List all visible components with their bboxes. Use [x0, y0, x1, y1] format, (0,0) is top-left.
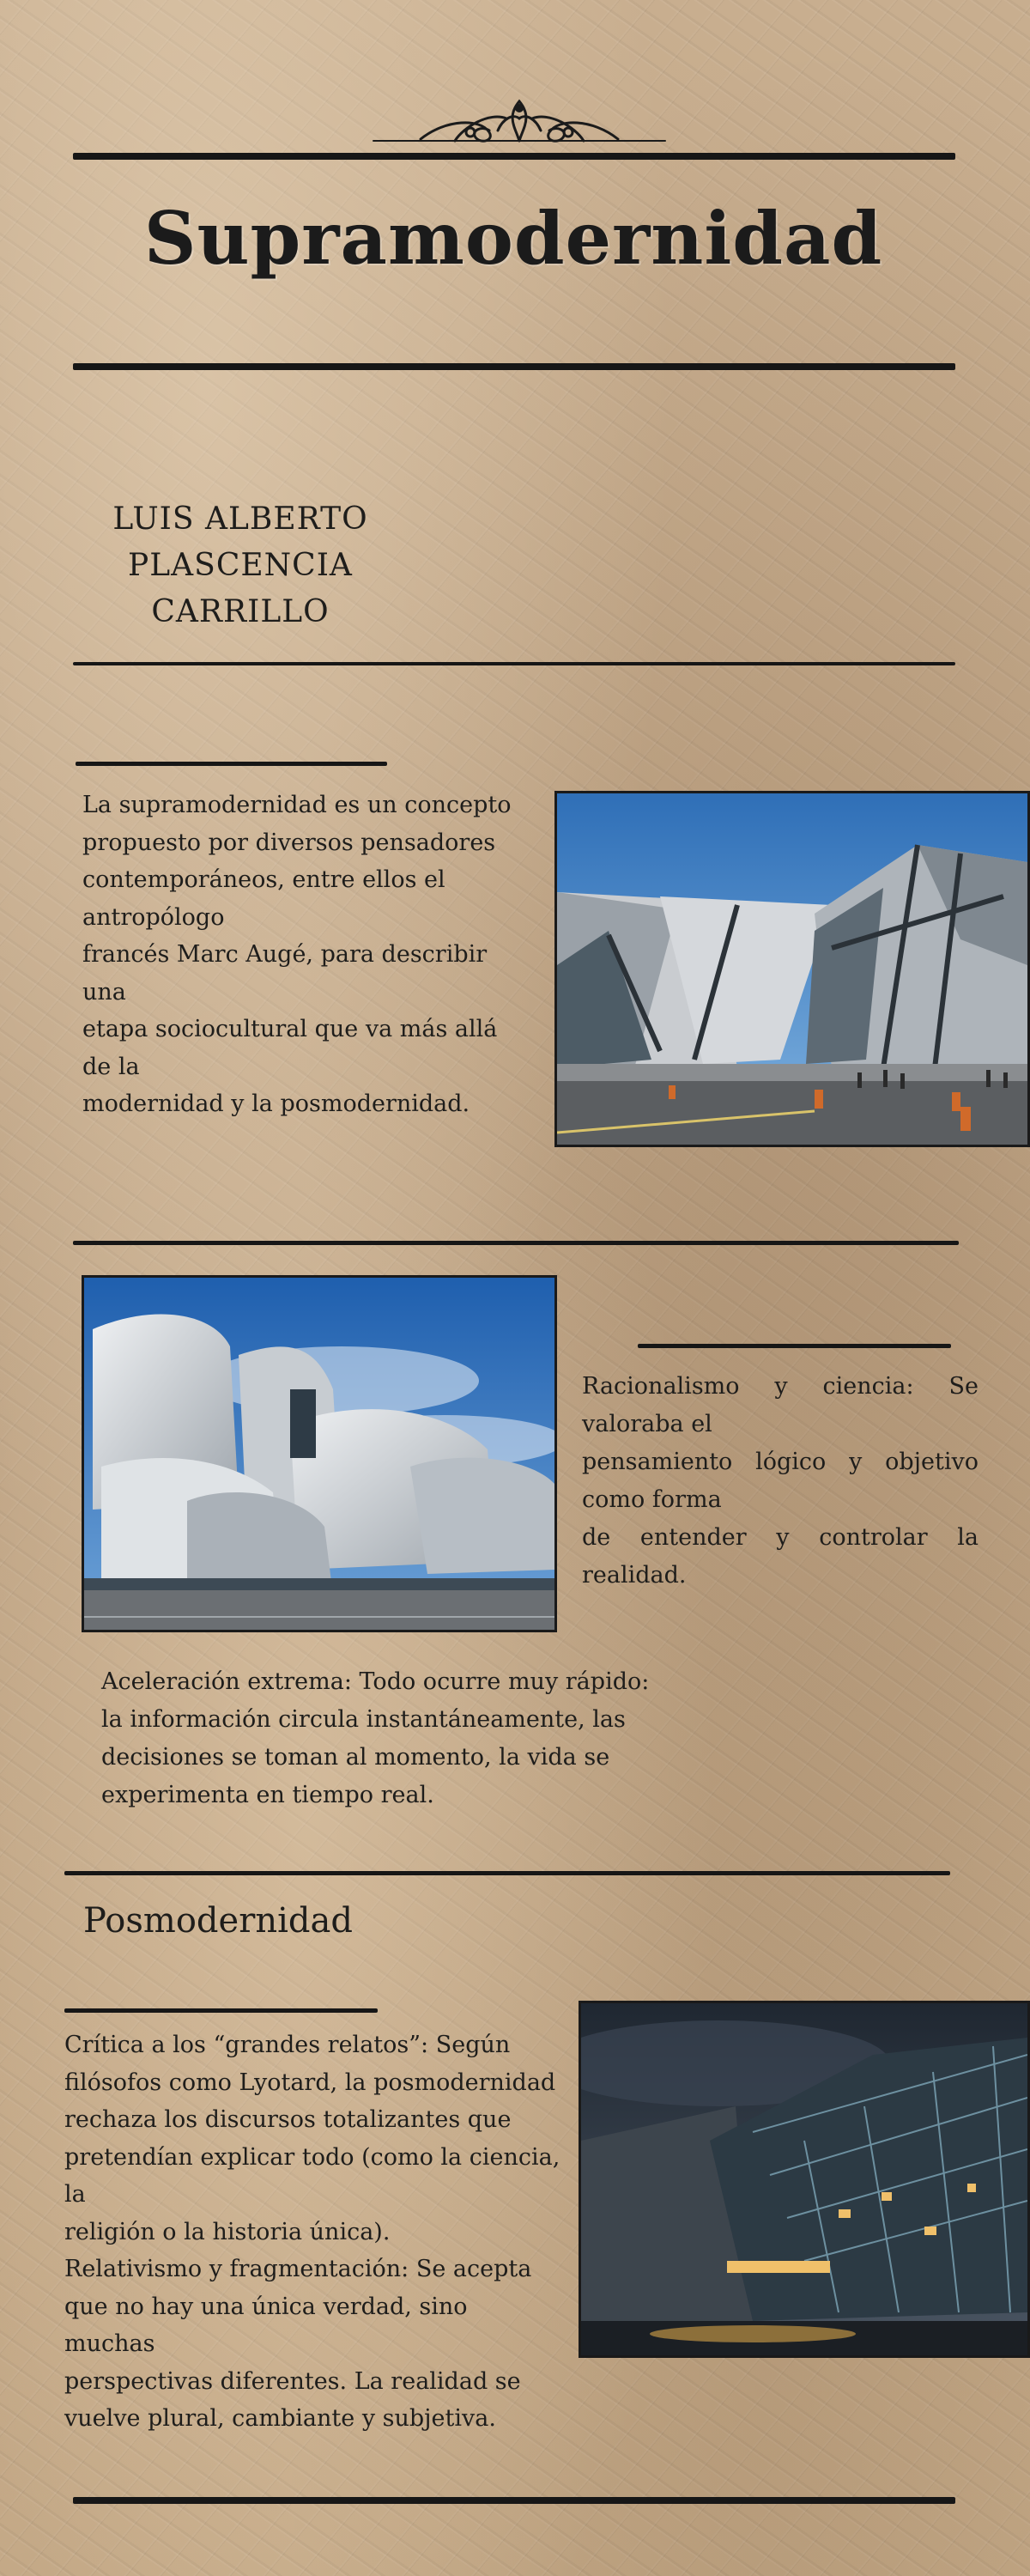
image-night-crystal [579, 2001, 1030, 2358]
author-name: LUIS ALBERTO PLASCENCIA CARRILLO [112, 501, 368, 629]
intro-short-rule [76, 762, 387, 766]
racionalismo-paragraph: Racionalismo y ciencia: Se valoraba el pensamiento lógico y objetivo como forma de entender y controlar la realidad. [582, 1373, 978, 1589]
ornament-flourish [369, 93, 670, 149]
posmodernidad-short-rule [64, 2008, 378, 2013]
section-rule-1 [73, 1241, 959, 1245]
aceleracion-paragraph: Aceleración extrema: Todo ocurre muy rápido: la información circula instantáneamente, las decisiones se toman al momento, la vida se experimenta en tiempo real. [101, 1668, 650, 1808]
night-crystal-illustration [581, 2003, 1027, 2355]
page-title: Supramodernidad [143, 196, 883, 281]
posmodernidad-heading: Posmodernidad [83, 1901, 353, 1941]
crystal-museum-illustration [557, 793, 1027, 1145]
racionalismo-short-rule [638, 1344, 951, 1348]
image-crystal-museum [554, 791, 1030, 1147]
title-rule-top [73, 153, 955, 160]
footer-rule [73, 2497, 955, 2504]
image-concert-hall [82, 1275, 557, 1632]
posmodernidad-paragraph: Crítica a los “grandes relatos”: Según filósofos como Lyotard, la posmodernidad rechaza los discursos totalizantes que pretendían explicar todo (como la ciencia, la religión o la historia única). Relativismo y fragmentación: Se acepta que no hay una única verdad, sino muchas perspectivas diferentes. La realidad se vuelve plural, cambiante y subjetiva. [64, 2032, 560, 2432]
section-rule-2 [64, 1871, 950, 1875]
title-rule-bottom [73, 363, 955, 370]
intro-paragraph: La supramodernidad es un concepto propuesto por diversos pensadores contemporáneos, entre ellos el antropólogo francés Marc Augé, para describir una etapa sociocultural que va más allá de la modernidad y la posmodernidad. [82, 792, 512, 1117]
author-rule [73, 662, 955, 665]
concert-hall-illustration [84, 1278, 554, 1630]
